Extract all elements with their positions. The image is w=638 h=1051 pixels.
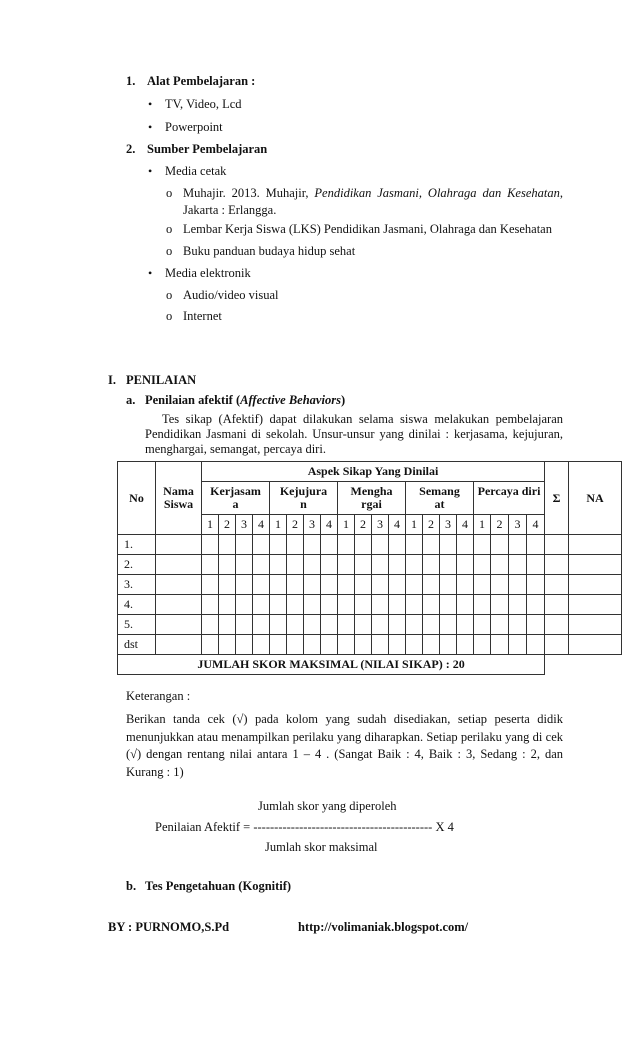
bullet-media-cetak: Media cetak (165, 164, 227, 178)
score-cell[interactable] (253, 555, 270, 575)
keterangan-text: Berikan tanda cek (√) pada kolom yang sudah disediakan, setiap peserta didik menunjukkan atau menampilkan perilaku yang diharapkan. Setiap perilaku yang di cek (√) dengan rentang nilai antara 1 – 4 . (Sangat Baik : 4, Baik : 3, Sedang : 2, dan Kurang : 1) (126, 712, 563, 779)
score-cell[interactable] (569, 635, 622, 655)
scale-cell: 4 (527, 515, 545, 535)
score-cell[interactable] (406, 555, 423, 575)
scale-cell: 3 (372, 515, 389, 535)
aspect-line1: Percaya diri (477, 484, 541, 498)
score-cell[interactable] (440, 535, 457, 555)
score-cell[interactable] (270, 595, 287, 615)
score-cell[interactable] (389, 595, 406, 615)
ref-muhajir-a: Muhajir. 2013. Muhajir, (183, 186, 315, 200)
sub-bullet-icon: o (166, 309, 173, 323)
scale-cell: 3 (509, 515, 527, 535)
score-cell[interactable] (270, 615, 287, 635)
score-cell[interactable] (440, 555, 457, 575)
score-cell[interactable] (270, 635, 287, 655)
score-cell[interactable] (491, 535, 509, 555)
student-name-cell[interactable] (156, 615, 202, 635)
scale-cell: 1 (338, 515, 355, 535)
score-cell[interactable] (202, 595, 219, 615)
score-cell[interactable] (355, 555, 372, 575)
penilaian-number: I. (108, 373, 116, 387)
score-cell[interactable] (389, 615, 406, 635)
score-cell[interactable] (527, 635, 545, 655)
score-cell[interactable] (474, 635, 491, 655)
ref-lks: Lembar Kerja Siswa (LKS) Pendidikan Jasmani, Olahraga dan Kesehatan (183, 222, 552, 236)
student-name-cell[interactable] (156, 535, 202, 555)
score-cell[interactable] (440, 595, 457, 615)
ref-buku-panduan: Buku panduan budaya hidup sehat (183, 244, 356, 258)
score-cell[interactable] (509, 555, 527, 575)
bullet-icon: • (148, 120, 153, 134)
score-cell[interactable] (304, 615, 321, 635)
score-cell[interactable] (338, 555, 355, 575)
score-cell[interactable] (236, 615, 253, 635)
ref-internet: Internet (183, 309, 222, 323)
score-cell[interactable] (509, 635, 527, 655)
scale-cell: 4 (457, 515, 474, 535)
bullet-media-elektronik: Media elektronik (165, 266, 251, 280)
bullet-icon: • (148, 97, 153, 111)
ref-muhajir-title: Pendidikan Jasmani, Olahraga dan Kesehatan (314, 186, 560, 200)
score-cell[interactable] (569, 595, 622, 615)
score-cell[interactable] (527, 535, 545, 555)
sub-bullet-icon: o (166, 244, 173, 258)
aspect-line2: at (434, 497, 445, 511)
score-cell[interactable] (270, 575, 287, 595)
score-cell[interactable] (202, 555, 219, 575)
ref-muhajir (183, 186, 563, 201)
score-cell[interactable] (338, 535, 355, 555)
item-1-title: Alat Pembelajaran : (147, 74, 256, 88)
score-cell[interactable] (545, 575, 569, 595)
score-cell[interactable] (474, 595, 491, 615)
scale-cell: 3 (236, 515, 253, 535)
aspect-menghargai (338, 482, 406, 515)
score-cell[interactable] (389, 575, 406, 595)
score-cell[interactable] (474, 535, 491, 555)
a-title-italic: Affective Behaviors (240, 393, 341, 407)
afektif-intro-paragraph: Tes sikap (Afektif) dapat dilakukan selama siswa melakukan pembelajaran Pendidikan Jasmani di sekolah. Unsur-unsur yang dinilai : kerjasama, kejujuran, menghargai, semangat, percaya diri. (145, 412, 563, 456)
scale-cell: 4 (389, 515, 406, 535)
score-cell[interactable] (321, 575, 338, 595)
score-cell[interactable] (491, 575, 509, 595)
score-cell[interactable] (491, 635, 509, 655)
sub-bullet-icon: o (166, 222, 173, 236)
score-cell[interactable] (423, 575, 440, 595)
score-cell[interactable] (253, 595, 270, 615)
score-cell[interactable] (253, 615, 270, 635)
aspect-line1: Kejujura (279, 484, 328, 498)
aspect-line2: n (300, 497, 307, 511)
item-2-number: 2. (126, 142, 136, 156)
header-nama-line2: Siswa (163, 497, 194, 511)
score-cell[interactable] (321, 535, 338, 555)
score-cell[interactable] (527, 615, 545, 635)
score-cell[interactable] (406, 575, 423, 595)
table-row (118, 575, 622, 595)
table-row (118, 535, 622, 555)
student-name-cell[interactable] (156, 555, 202, 575)
score-cell[interactable] (338, 615, 355, 635)
score-cell[interactable] (202, 575, 219, 595)
score-cell[interactable] (423, 635, 440, 655)
table-row (118, 635, 622, 655)
student-name-cell[interactable] (156, 595, 202, 615)
score-cell[interactable] (236, 575, 253, 595)
header-nama-line1: Nama (163, 484, 194, 498)
scale-cell: 2 (287, 515, 304, 535)
score-cell[interactable] (474, 615, 491, 635)
score-cell[interactable] (219, 635, 236, 655)
score-cell[interactable] (321, 555, 338, 575)
score-cell[interactable] (270, 555, 287, 575)
score-cell[interactable] (569, 555, 622, 575)
footer-author: BY : PURNOMO,S.Pd (108, 920, 230, 934)
score-cell[interactable] (338, 575, 355, 595)
score-cell[interactable] (236, 535, 253, 555)
score-cell[interactable] (545, 635, 569, 655)
score-cell[interactable] (219, 575, 236, 595)
item-1-number: 1. (126, 74, 136, 88)
score-cell[interactable] (219, 595, 236, 615)
score-cell[interactable] (287, 575, 304, 595)
header-aspek: Aspek Sikap Yang Dinilai (202, 462, 545, 482)
row-number: 3. (118, 575, 156, 595)
score-cell[interactable] (423, 615, 440, 635)
formula-numerator: Jumlah skor yang diperoleh (258, 799, 397, 813)
row-number: dst (118, 635, 156, 655)
ref-audio-video: Audio/video visual (183, 288, 279, 302)
scale-cell: 4 (321, 515, 338, 535)
row-number: 5. (118, 615, 156, 635)
score-cell[interactable] (527, 575, 545, 595)
score-cell[interactable] (457, 595, 474, 615)
score-cell[interactable] (406, 615, 423, 635)
item-2-title: Sumber Pembelajaran (147, 142, 268, 156)
a-title-part1: Penilaian afektif ( (145, 393, 241, 407)
score-cell[interactable] (355, 595, 372, 615)
sub-bullet-icon: o (166, 288, 173, 302)
formula-line: Penilaian Afektif = ------------------------------------------- X 4 (155, 820, 454, 834)
score-cell[interactable] (509, 595, 527, 615)
score-cell[interactable] (304, 595, 321, 615)
score-cell[interactable] (440, 575, 457, 595)
score-cell[interactable] (474, 575, 491, 595)
subsection-a-label: a. (126, 393, 136, 407)
scale-cell: 2 (355, 515, 372, 535)
score-cell[interactable] (287, 635, 304, 655)
score-cell[interactable] (569, 535, 622, 555)
subsection-b-title: Tes Pengetahuan (Kognitif) (145, 879, 292, 893)
subsection-b-label: b. (126, 879, 137, 893)
score-cell[interactable] (527, 595, 545, 615)
score-cell[interactable] (287, 555, 304, 575)
score-cell[interactable] (423, 535, 440, 555)
score-cell[interactable] (491, 615, 509, 635)
score-cell[interactable] (372, 535, 389, 555)
score-cell[interactable] (406, 595, 423, 615)
score-cell[interactable] (491, 595, 509, 615)
bullet-powerpoint: Powerpoint (165, 120, 223, 134)
score-cell[interactable] (389, 555, 406, 575)
scale-cell: 4 (253, 515, 270, 535)
student-name-cell[interactable] (156, 635, 202, 655)
aspect-kejujuran (270, 482, 338, 515)
scale-cell: 2 (491, 515, 509, 535)
score-cell[interactable] (457, 555, 474, 575)
score-cell[interactable] (355, 635, 372, 655)
aspect-line1: Kerjasam (210, 484, 261, 498)
footer-url[interactable]: http://volimaniak.blogspot.com/ (298, 920, 469, 934)
scale-cell: 1 (406, 515, 423, 535)
aspect-percaya-diri (474, 482, 545, 515)
score-cell[interactable] (440, 635, 457, 655)
score-cell[interactable] (219, 535, 236, 555)
score-cell[interactable] (304, 535, 321, 555)
score-cell[interactable] (236, 595, 253, 615)
bullet-tv-video: TV, Video, Lcd (165, 97, 242, 111)
score-cell[interactable] (270, 535, 287, 555)
bullet-icon: • (148, 164, 153, 178)
table-row (118, 615, 622, 635)
scale-cell: 1 (474, 515, 491, 535)
header-nama-siswa (156, 462, 202, 535)
score-cell[interactable] (509, 535, 527, 555)
a-title-part2: ) (340, 393, 346, 407)
scale-cell: 2 (423, 515, 440, 535)
score-cell[interactable] (457, 615, 474, 635)
score-cell[interactable] (202, 635, 219, 655)
subsection-a-title (145, 393, 345, 408)
score-cell[interactable] (304, 635, 321, 655)
ref-muhajir-b: , (559, 186, 563, 200)
score-cell[interactable] (527, 555, 545, 575)
score-cell[interactable] (304, 555, 321, 575)
score-cell[interactable] (509, 615, 527, 635)
score-cell[interactable] (389, 635, 406, 655)
score-cell[interactable] (372, 635, 389, 655)
score-cell[interactable] (338, 595, 355, 615)
score-cell[interactable] (321, 635, 338, 655)
header-sigma: Σ (545, 462, 569, 535)
score-cell[interactable] (253, 535, 270, 555)
score-cell[interactable] (202, 615, 219, 635)
score-cell[interactable] (372, 575, 389, 595)
score-cell[interactable] (406, 535, 423, 555)
aspect-line2: a (232, 497, 239, 511)
score-cell[interactable] (457, 575, 474, 595)
assessment-table (117, 461, 622, 675)
aspect-line2: rgai (361, 497, 382, 511)
scale-cell: 1 (202, 515, 219, 535)
scale-cell: 1 (270, 515, 287, 535)
score-cell[interactable] (569, 575, 622, 595)
score-cell[interactable] (355, 615, 372, 635)
score-cell[interactable] (545, 595, 569, 615)
total-score-row: JUMLAH SKOR MAKSIMAL (NILAI SIKAP) : 20 (118, 655, 545, 675)
score-cell[interactable] (355, 575, 372, 595)
score-cell[interactable] (236, 555, 253, 575)
score-cell[interactable] (491, 555, 509, 575)
score-cell[interactable] (219, 615, 236, 635)
score-cell[interactable] (423, 555, 440, 575)
score-cell[interactable] (545, 535, 569, 555)
student-name-cell[interactable] (156, 575, 202, 595)
score-cell[interactable] (457, 535, 474, 555)
score-cell[interactable] (321, 595, 338, 615)
table-row (118, 595, 622, 615)
score-cell[interactable] (219, 555, 236, 575)
score-cell[interactable] (236, 635, 253, 655)
score-cell[interactable] (287, 615, 304, 635)
header-na: NA (569, 462, 622, 535)
score-cell[interactable] (440, 615, 457, 635)
score-cell[interactable] (569, 615, 622, 635)
sub-bullet-icon: o (166, 186, 173, 200)
score-cell[interactable] (321, 615, 338, 635)
score-cell[interactable] (372, 555, 389, 575)
score-cell[interactable] (457, 635, 474, 655)
score-cell[interactable] (253, 635, 270, 655)
row-number: 1. (118, 535, 156, 555)
aspect-line1: Semang (419, 484, 460, 498)
score-cell[interactable] (202, 535, 219, 555)
score-cell[interactable] (406, 635, 423, 655)
score-cell[interactable] (372, 615, 389, 635)
score-cell[interactable] (509, 575, 527, 595)
ref-muhajir-publisher: Jakarta : Erlangga. (183, 203, 277, 217)
score-cell[interactable] (287, 595, 304, 615)
score-cell[interactable] (423, 595, 440, 615)
penilaian-heading: PENILAIAN (126, 373, 197, 387)
scale-cell: 3 (440, 515, 457, 535)
score-cell[interactable] (338, 635, 355, 655)
score-cell[interactable] (287, 535, 304, 555)
scale-cell: 3 (304, 515, 321, 535)
score-cell[interactable] (474, 555, 491, 575)
bullet-icon: • (148, 266, 153, 280)
score-cell[interactable] (372, 595, 389, 615)
keterangan-label: Keterangan : (126, 689, 191, 703)
scale-cell: 2 (219, 515, 236, 535)
score-cell[interactable] (355, 535, 372, 555)
row-number: 4. (118, 595, 156, 615)
aspect-kerjasama (202, 482, 270, 515)
score-cell[interactable] (389, 535, 406, 555)
aspect-line1: Mengha (350, 484, 393, 498)
aspect-semangat (406, 482, 474, 515)
score-cell[interactable] (545, 555, 569, 575)
formula-denominator: Jumlah skor maksimal (265, 840, 378, 854)
row-number: 2. (118, 555, 156, 575)
score-cell[interactable] (253, 575, 270, 595)
score-cell[interactable] (545, 615, 569, 635)
header-no: No (118, 462, 156, 535)
score-cell[interactable] (304, 575, 321, 595)
table-row (118, 555, 622, 575)
